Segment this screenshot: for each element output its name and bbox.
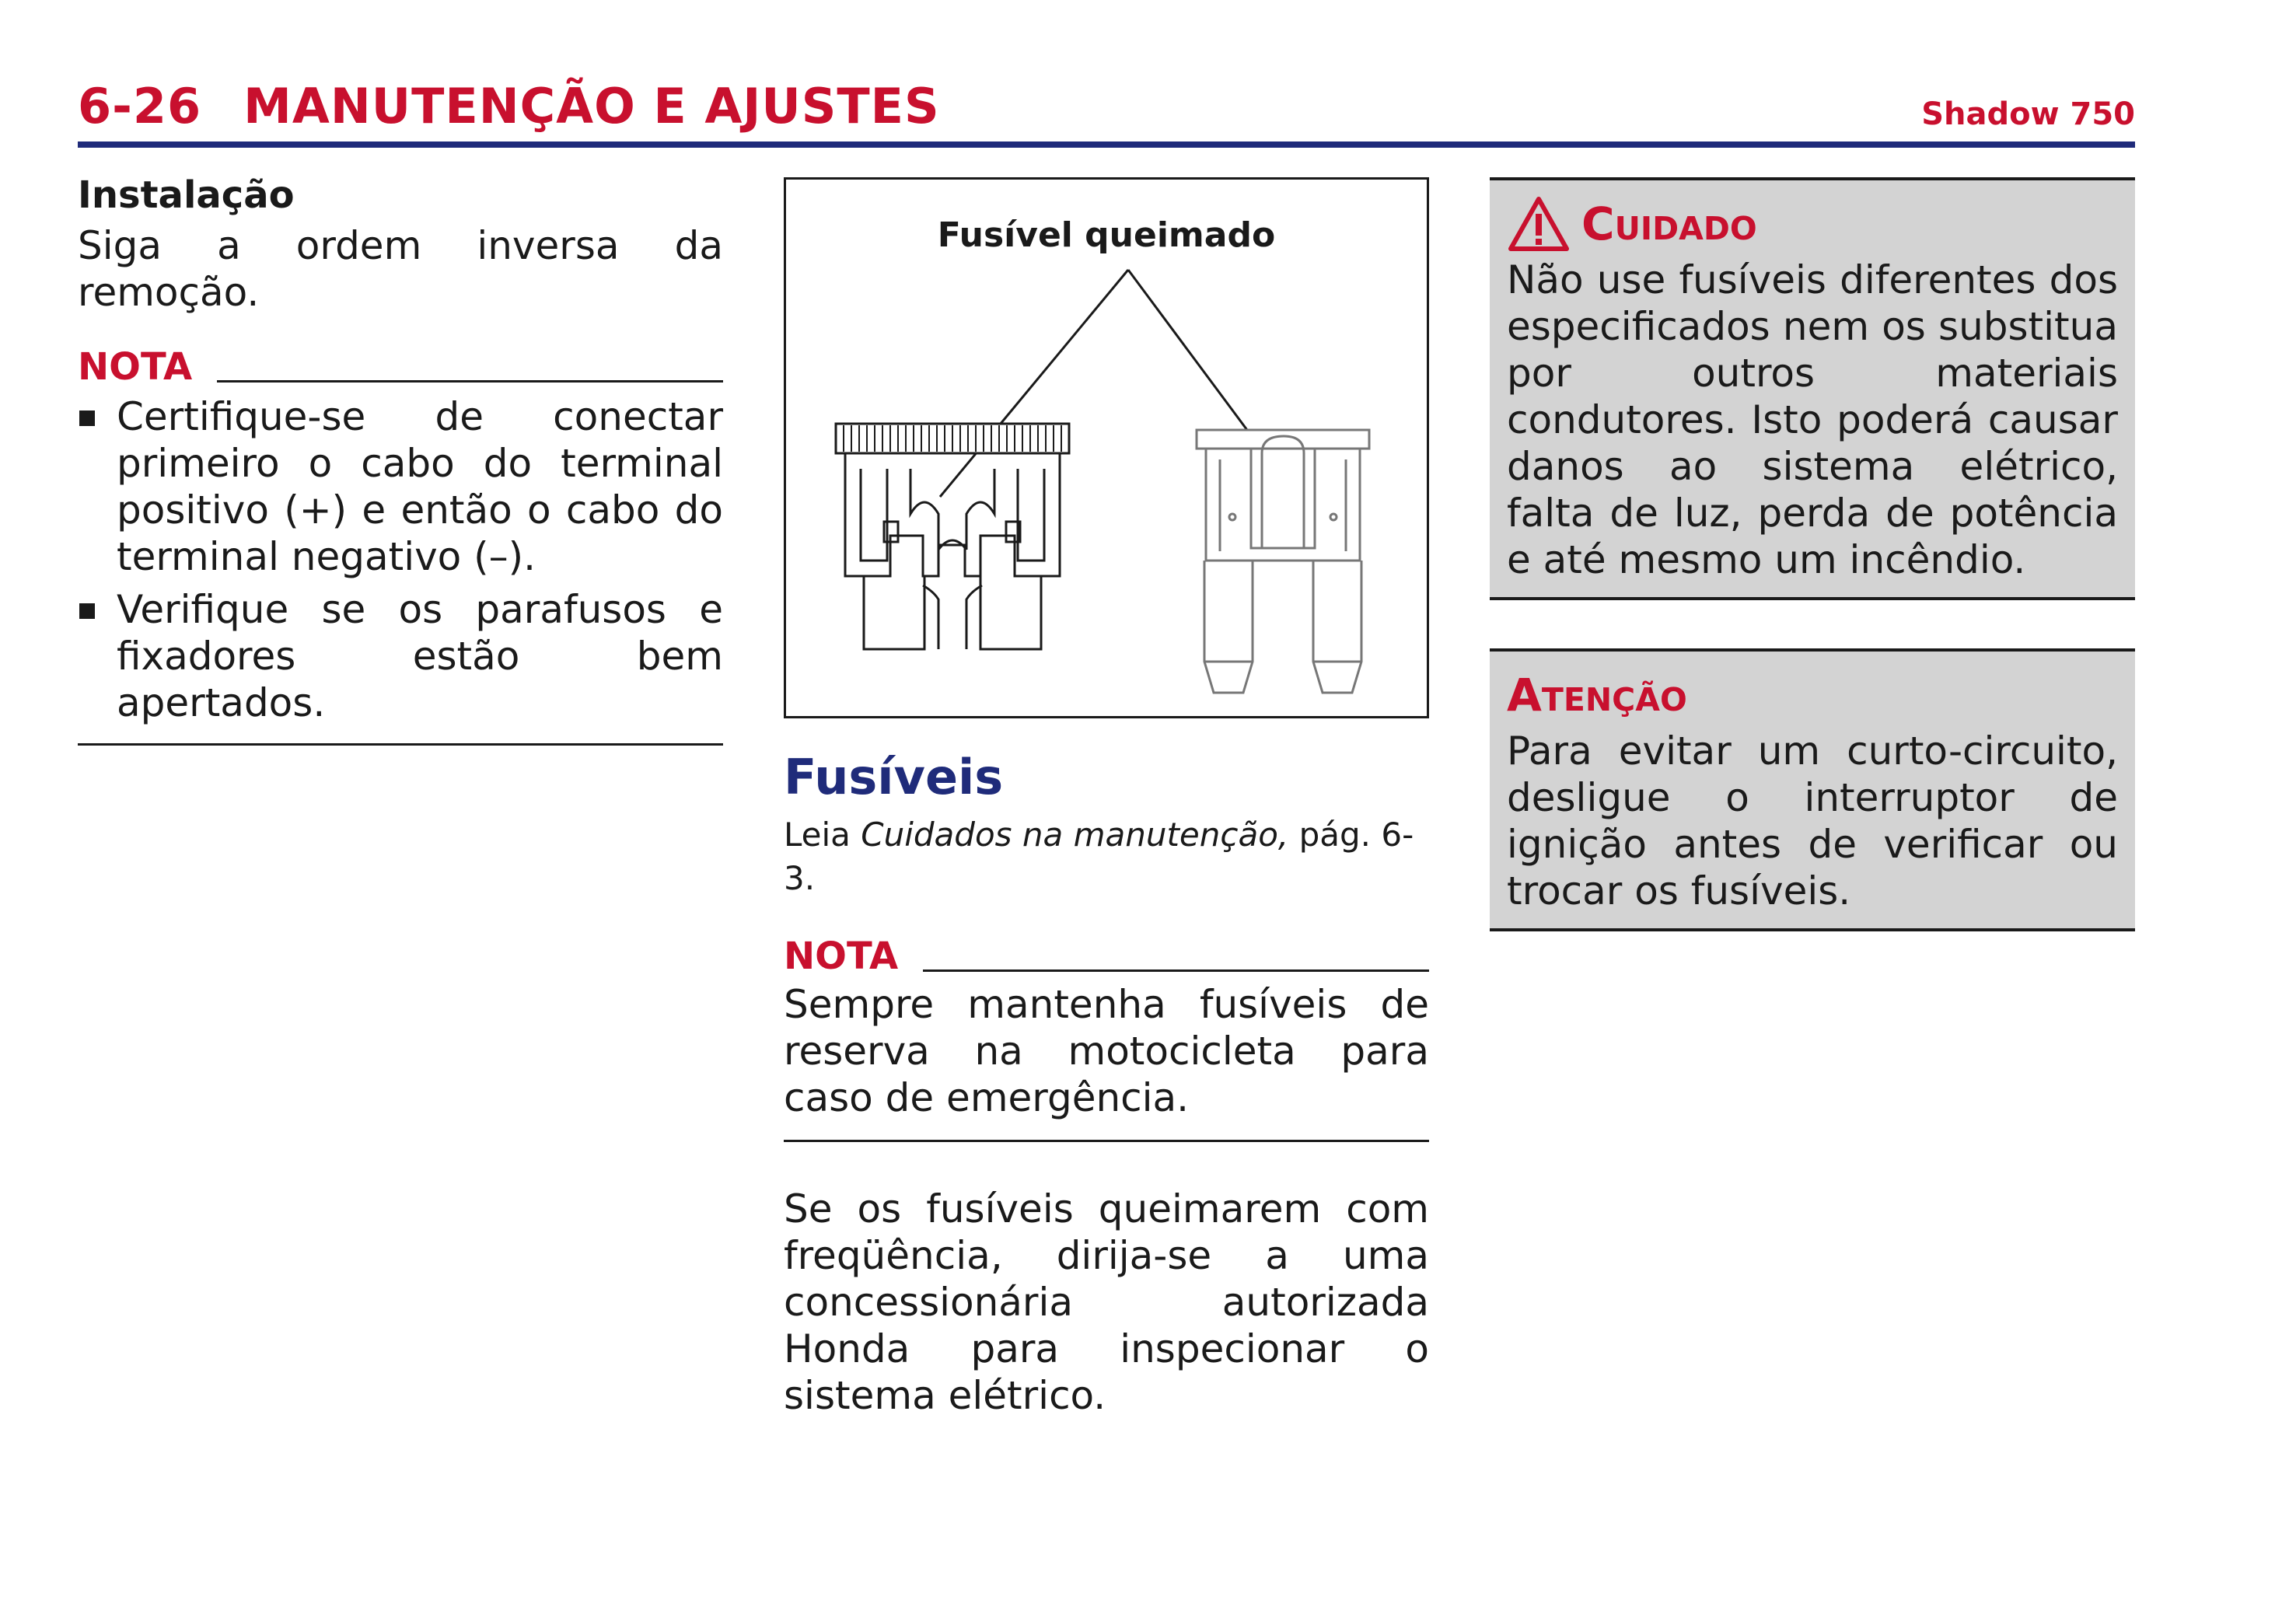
bullet-text: Verifique se os parafusos e fixadores estão bem apertados. xyxy=(117,587,723,725)
warnings-section xyxy=(1490,177,2135,931)
installation-heading: Instalação xyxy=(78,173,295,217)
reference-link-text: Cuidados na manutenção, xyxy=(861,816,1289,854)
note-rule xyxy=(923,969,1429,972)
fuse-illustration xyxy=(786,180,1427,716)
reference-suffix: pág. 6-3. xyxy=(784,816,1414,897)
caution-title: Cuidado xyxy=(1581,197,1757,250)
warning-triangle-icon xyxy=(1507,195,1571,253)
note-rule xyxy=(217,380,723,383)
bullet-text: Certifique-se de conectar primeiro o cabo do terminal positivo (+) e então o cabo do terminal negativo (–). xyxy=(117,394,723,579)
fuses-note-text: Sempre mantenha fusíveis de reserva na motocicleta para caso de emergência. xyxy=(784,982,1429,1120)
blown-fuse-figure xyxy=(784,177,1429,718)
section-title: MANUTENÇÃO E AJUSTES xyxy=(243,78,940,134)
note-end-rule xyxy=(78,743,723,746)
note-label: NOTA xyxy=(78,345,193,389)
fuses-section xyxy=(784,177,1429,1419)
list-item xyxy=(78,393,723,580)
list-item xyxy=(78,586,723,726)
bullet-square-icon xyxy=(78,393,117,580)
caution-text: Não use fusíveis diferentes dos especificados nem os substitua por outros materiais condutores. Isto poderá causar danos ao sistema elétrico, falta de luz, perda de potência e até mesmo um incêndio. xyxy=(1507,257,2118,582)
attention-text: Para evitar um curto-circuito, desligue o interruptor de ignição antes de verificar ou trocar os fusíveis. xyxy=(1507,728,2118,914)
fuses-note-header xyxy=(784,927,1429,978)
installation-text: Siga a ordem inversa da remoção. xyxy=(78,223,723,315)
reference-prefix: Leia xyxy=(784,816,861,854)
figure-label: Fusível queimado xyxy=(937,215,1276,255)
note-label: NOTA xyxy=(784,935,899,978)
attention-heading xyxy=(1507,666,2118,725)
model-name: Shadow 750 xyxy=(1921,96,2135,132)
note-end-rule xyxy=(784,1140,1429,1142)
page-number: 6-26 xyxy=(78,78,202,134)
header-divider xyxy=(78,141,2135,148)
installation-bullets xyxy=(78,393,723,726)
reference-line xyxy=(784,813,1429,900)
attention-title: Atenção xyxy=(1507,669,1687,721)
caution-box xyxy=(1490,177,2135,600)
bullet-square-icon xyxy=(78,586,117,726)
installation-section xyxy=(78,169,723,746)
installation-note-header xyxy=(78,337,723,389)
fuses-title: Fusíveis xyxy=(784,749,1004,805)
attention-box xyxy=(1490,648,2135,931)
fuses-paragraph: Se os fusíveis queimarem com freqüência, dirija-se a uma concessionária autorizada Honda para inspecionar o sistema elétrico. xyxy=(784,1186,1429,1418)
caution-heading xyxy=(1507,194,2118,253)
page-header xyxy=(78,78,940,134)
